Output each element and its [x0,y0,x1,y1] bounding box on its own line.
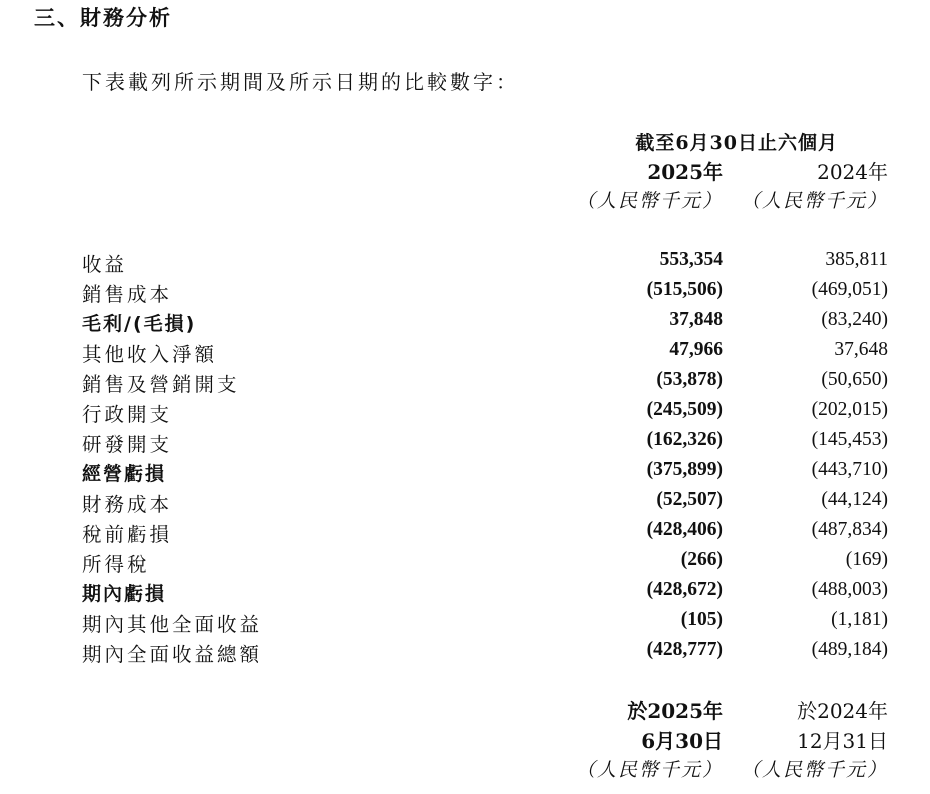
date-header-2025-day: 6月30日 [641,729,723,753]
row-value-2025: 37,848 [669,309,723,330]
row-value-2025: (428,672) [646,579,723,600]
row-label: 研發開支 [82,433,173,456]
intro-text: 下表載列所示期間及所示日期的比較數字： [82,70,519,94]
row-value-2024: (443,710) [811,459,888,480]
row-value-2025: (266) [680,549,723,570]
row-label: 收益 [82,253,128,276]
row-value-2025: (245,509) [646,399,723,420]
row-value-2024: (145,453) [811,429,888,450]
row-value-2025: (428,406) [646,519,723,540]
row-label: 稅前虧損 [82,523,173,546]
row-value-2024: (488,003) [811,579,888,600]
row-value-2025: 553,354 [659,249,723,270]
row-value-2024: (44,124) [821,489,888,510]
row-value-2025: (162,326) [646,429,723,450]
row-value-2025: (515,506) [646,279,723,300]
row-label: 財務成本 [82,493,173,516]
row-label: 期內全面收益總額 [82,643,263,666]
row-label: 毛利/(毛損) [82,313,197,335]
row-value-2025: (53,878) [656,369,723,390]
row-value-2024: (169) [845,549,888,570]
date-unit-2024: （人民幣千元） [740,759,888,781]
row-value-2024: (83,240) [821,309,888,330]
row-label: 期內其他全面收益 [82,613,263,636]
row-value-2025: (375,899) [646,459,723,480]
col-header-2024: 2024年 [817,160,888,184]
row-label: 銷售成本 [82,283,173,306]
row-value-2024: 385,811 [825,249,888,270]
row-value-2024: (50,650) [821,369,888,390]
row-label: 行政開支 [82,403,173,426]
row-value-2025: (52,507) [656,489,723,510]
date-unit-2025: （人民幣千元） [575,759,723,781]
date-header-2025-year: 於2025年 [627,699,723,723]
row-value-2025: 47,966 [669,339,723,360]
row-value-2024: (489,184) [811,639,888,660]
row-value-2024: 37,648 [834,339,888,360]
row-label: 其他收入淨額 [82,343,218,366]
row-value-2025: (105) [680,609,723,630]
row-value-2024: (202,015) [811,399,888,420]
row-label: 所得稅 [82,553,150,576]
row-label: 經營虧損 [82,463,167,485]
row-label: 銷售及營銷開支 [82,373,240,396]
col-header-2025: 2025年 [647,160,723,184]
date-header-2024-year: 於2024年 [797,699,888,723]
section-title: 三、財務分析 [34,6,172,30]
row-value-2024: (1,181) [831,609,888,630]
row-label: 期內虧損 [82,583,167,605]
date-header-2024-day: 12月31日 [797,729,888,753]
row-value-2025: (428,777) [646,639,723,660]
unit-label-2024: （人民幣千元） [740,190,888,212]
period-span-label: 截至6月30日止六個月 [635,132,838,154]
row-value-2024: (487,834) [811,519,888,540]
unit-label-2025: （人民幣千元） [575,190,723,212]
row-value-2024: (469,051) [811,279,888,300]
